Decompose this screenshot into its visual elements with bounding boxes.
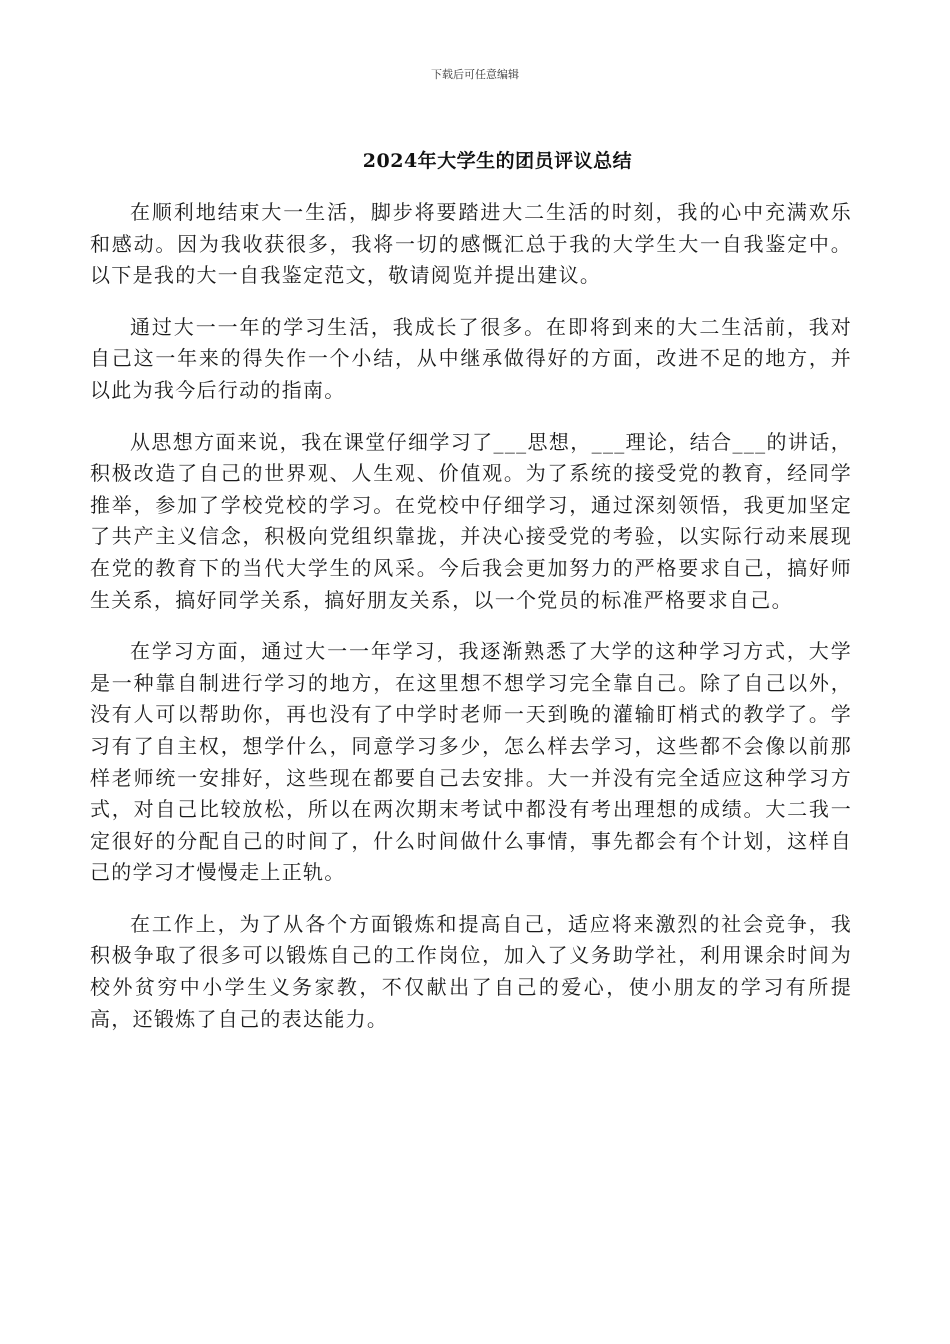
paragraph-ideology: 从思想方面来说，我在课堂仔细学习了___思想，___理论，结合___的讲话，积极改造了自己的世界观、人生观、价值观。为了系统的接受党的教育，经同学推举，参加了学校党校的学习。在党校中仔细学习，通过深刻领悟，我更加坚定了共产主义信念，积极向党组织靠拢，并决心接受党的考验，以实际行动来展现在党的教育下的当代大学生的风采。今后我会更加努力的严格要求自己，搞好师生关系，搞好同学关系，搞好朋友关系，以一个党员的标准严格要求自己。 xyxy=(90,429,852,612)
document-body xyxy=(90,197,852,1055)
paragraph-summary: 通过大一一年的学习生活，我成长了很多。在即将到来的大二生活前，我对自己这一年来的得失作一个小结，从中继承做得好的方面，改进不足的地方，并以此为我今后行动的指南。 xyxy=(90,314,852,402)
paragraph-intro: 在顺利地结束大一生活，脚步将要踏进大二生活的时刻，我的心中充满欢乐和感动。因为我收获很多，我将一切的感慨汇总于我的大学生大一自我鉴定中。以下是我的大一自我鉴定范文，敬请阅览并提出建议。 xyxy=(90,200,852,288)
header-note: 下载后可任意编辑 xyxy=(431,68,519,81)
paragraph-study: 在学习方面，通过大一一年学习，我逐渐熟悉了大学的这种学习方式，大学是一种靠自制进行学习的地方，在这里想不想学习完全靠自己。除了自己以外，没有人可以帮助你，再也没有了中学时老师一天到晚的灌输盯梢式的教学了。学习有了自主权，想学什么，同意学习多少，怎么样去学习，这些都不会像以前那样老师统一安排好，这些现在都要自己去安排。大一并没有完全适应这种学习方式，对自己比较放松，所以在两次期末考试中都没有考出理想的成绩。大二我一定很好的分配自己的时间了，什么时间做什么事情，事先都会有个计划，这样自己的学习才慢慢走上正轨。 xyxy=(90,639,852,885)
document-title: 2024年大学生的团员评议总结 xyxy=(362,150,633,172)
paragraph-work: 在工作上，为了从各个方面锻炼和提高自己，适应将来激烈的社会竞争，我积极争取了很多可以锻炼自己的工作岗位，加入了义务助学社，利用课余时间为校外贫穷中小学生义务家教，不仅献出了自己的爱心，使小朋友的学习有所提高，还锻炼了自己的表达能力。 xyxy=(90,911,852,1031)
